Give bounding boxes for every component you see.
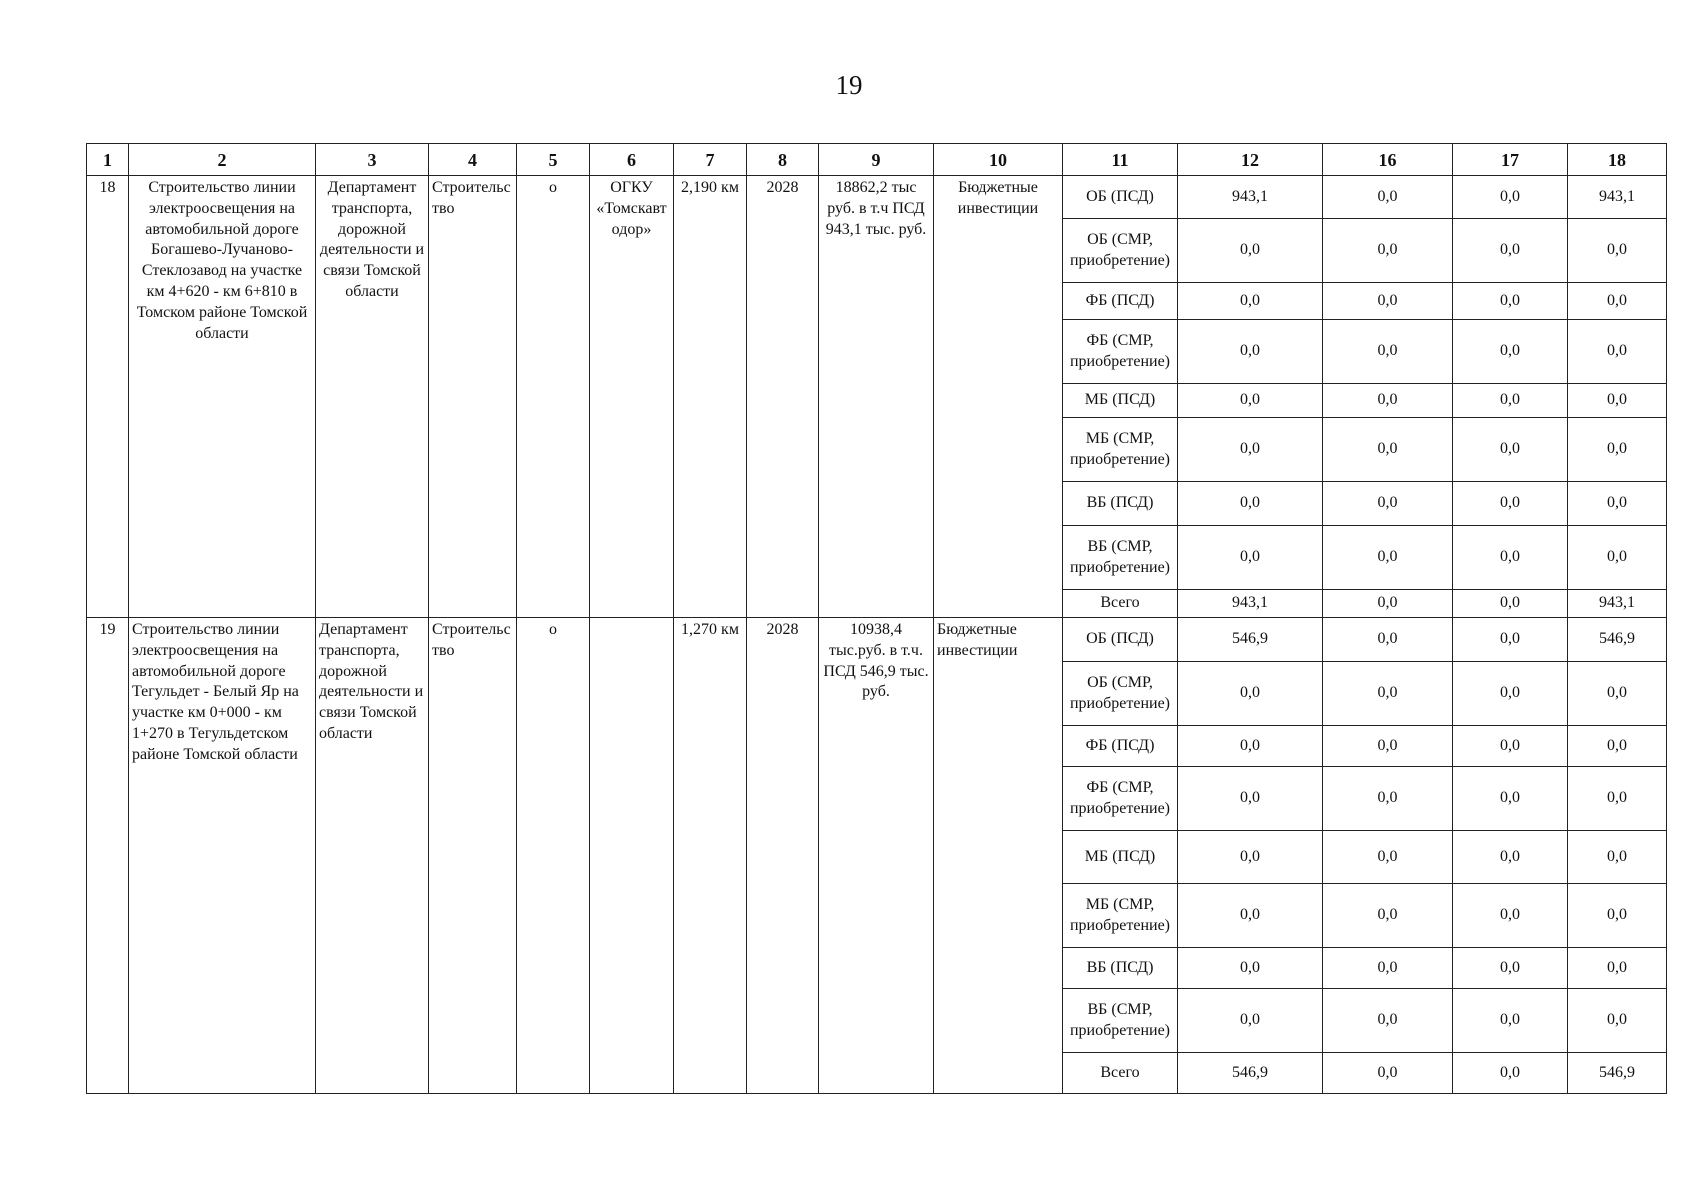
value-18: 546,9 xyxy=(1568,618,1667,662)
value-12: 546,9 xyxy=(1178,618,1323,662)
value-12: 0,0 xyxy=(1178,526,1323,590)
header-cell: 12 xyxy=(1178,144,1323,176)
value-12: 943,1 xyxy=(1178,176,1323,219)
value-17: 0,0 xyxy=(1453,320,1568,384)
row-number: 18 xyxy=(87,176,129,618)
value-12: 0,0 xyxy=(1178,831,1323,884)
value-16: 0,0 xyxy=(1323,618,1453,662)
funding-source: ФБ (СМР, приобретение) xyxy=(1063,320,1178,384)
header-cell: 18 xyxy=(1568,144,1667,176)
funding-source: МБ (ПСД) xyxy=(1063,831,1178,884)
value-16: 0,0 xyxy=(1323,726,1453,767)
value-12: 0,0 xyxy=(1178,884,1323,948)
value-18: 0,0 xyxy=(1568,283,1667,320)
department: Департамент транспорта, дорожной деятельности и связи Томской области xyxy=(316,618,429,1094)
value-18: 0,0 xyxy=(1568,482,1667,526)
cost: 18862,2 тыс руб. в т.ч ПСД 943,1 тыс. руб. xyxy=(819,176,934,618)
header-cell: 7 xyxy=(674,144,747,176)
value-17: 0,0 xyxy=(1453,283,1568,320)
header-cell: 10 xyxy=(934,144,1063,176)
value-17: 0,0 xyxy=(1453,948,1568,989)
value-12: 0,0 xyxy=(1178,482,1323,526)
value-16: 0,0 xyxy=(1323,948,1453,989)
value-18: 0,0 xyxy=(1568,662,1667,726)
value-16: 0,0 xyxy=(1323,320,1453,384)
col5-value: о xyxy=(517,176,590,618)
investment-type: Бюджетные инвестиции xyxy=(934,618,1063,1094)
value-12: 0,0 xyxy=(1178,219,1323,283)
value-17: 0,0 xyxy=(1453,384,1568,418)
value-17: 0,0 xyxy=(1453,219,1568,283)
cost: 10938,4 тыс.руб. в т.ч. ПСД 546,9 тыс. руб. xyxy=(819,618,934,1094)
header-cell: 9 xyxy=(819,144,934,176)
customer xyxy=(590,618,674,1094)
row-number: 19 xyxy=(87,618,129,1094)
value-16: 0,0 xyxy=(1323,482,1453,526)
funding-source: ВБ (СМР, приобретение) xyxy=(1063,989,1178,1053)
length: 2,190 км xyxy=(674,176,747,618)
value-12: 0,0 xyxy=(1178,662,1323,726)
funding-source: ОБ (СМР, приобретение) xyxy=(1063,219,1178,283)
funding-total-label: Всего xyxy=(1063,590,1178,618)
funding-source: ВБ (СМР, приобретение) xyxy=(1063,526,1178,590)
department: Департамент транспорта, дорожной деятельности и связи Томской области xyxy=(316,176,429,618)
investment-type: Бюджетные инвестиции xyxy=(934,176,1063,618)
value-18: 0,0 xyxy=(1568,219,1667,283)
total-17: 0,0 xyxy=(1453,590,1568,618)
header-row xyxy=(87,144,1667,176)
year: 2028 xyxy=(747,618,819,1094)
value-18: 0,0 xyxy=(1568,320,1667,384)
value-17: 0,0 xyxy=(1453,482,1568,526)
page-number: 19 xyxy=(835,70,863,100)
value-17: 0,0 xyxy=(1453,662,1568,726)
value-17: 0,0 xyxy=(1453,989,1568,1053)
value-17: 0,0 xyxy=(1453,831,1568,884)
value-18: 0,0 xyxy=(1568,831,1667,884)
work-type: Строительство xyxy=(429,176,517,618)
object-name: Строительство линии электроосвещения на автомобильной дороге Тегульдет - Белый Яр на участке км 0+000 - км 1+270 в Тегульдетском районе Томской области xyxy=(129,618,316,1094)
value-16: 0,0 xyxy=(1323,176,1453,219)
value-12: 0,0 xyxy=(1178,726,1323,767)
value-16: 0,0 xyxy=(1323,283,1453,320)
value-16: 0,0 xyxy=(1323,884,1453,948)
header-cell: 17 xyxy=(1453,144,1568,176)
value-18: 0,0 xyxy=(1568,948,1667,989)
header-cell: 1 xyxy=(87,144,129,176)
header-cell: 5 xyxy=(517,144,590,176)
value-18: 0,0 xyxy=(1568,989,1667,1053)
funding-source: МБ (СМР, приобретение) xyxy=(1063,884,1178,948)
value-18: 943,1 xyxy=(1568,176,1667,219)
value-18: 0,0 xyxy=(1568,384,1667,418)
value-18: 0,0 xyxy=(1568,767,1667,831)
value-18: 0,0 xyxy=(1568,526,1667,590)
value-12: 0,0 xyxy=(1178,418,1323,482)
value-12: 0,0 xyxy=(1178,384,1323,418)
col5-value: о xyxy=(517,618,590,1094)
value-18: 0,0 xyxy=(1568,418,1667,482)
value-12: 0,0 xyxy=(1178,320,1323,384)
value-16: 0,0 xyxy=(1323,662,1453,726)
value-16: 0,0 xyxy=(1323,384,1453,418)
value-17: 0,0 xyxy=(1453,418,1568,482)
value-18: 0,0 xyxy=(1568,884,1667,948)
funding-source: МБ (СМР, приобретение) xyxy=(1063,418,1178,482)
total-16: 0,0 xyxy=(1323,590,1453,618)
year: 2028 xyxy=(747,176,819,618)
value-17: 0,0 xyxy=(1453,767,1568,831)
funding-source: ВБ (ПСД) xyxy=(1063,482,1178,526)
funding-source: МБ (ПСД) xyxy=(1063,384,1178,418)
header-cell: 2 xyxy=(129,144,316,176)
work-type: Строительство xyxy=(429,618,517,1094)
value-17: 0,0 xyxy=(1453,526,1568,590)
value-17: 0,0 xyxy=(1453,884,1568,948)
header-cell: 8 xyxy=(747,144,819,176)
value-17: 0,0 xyxy=(1453,726,1568,767)
total-18: 943,1 xyxy=(1568,590,1667,618)
value-16: 0,0 xyxy=(1323,831,1453,884)
table-row xyxy=(87,618,1667,662)
funding-source: ОБ (ПСД) xyxy=(1063,618,1178,662)
funding-source: ОБ (СМР, приобретение) xyxy=(1063,662,1178,726)
value-17: 0,0 xyxy=(1453,176,1568,219)
funding-source: ОБ (ПСД) xyxy=(1063,176,1178,219)
object-name: Строительство линии электроосвещения на автомобильной дороге Богашево-Лучаново-Стеклозавод на участке км 4+620 - км 6+810 в Томском районе Томской области xyxy=(129,176,316,618)
value-17: 0,0 xyxy=(1453,618,1568,662)
length: 1,270 км xyxy=(674,618,747,1094)
value-12: 0,0 xyxy=(1178,948,1323,989)
total-16: 0,0 xyxy=(1323,1053,1453,1094)
header-cell: 11 xyxy=(1063,144,1178,176)
customer: ОГКУ «Томскавтодор» xyxy=(590,176,674,618)
total-12: 943,1 xyxy=(1178,590,1323,618)
header-cell: 3 xyxy=(316,144,429,176)
total-17: 0,0 xyxy=(1453,1053,1568,1094)
value-16: 0,0 xyxy=(1323,526,1453,590)
value-16: 0,0 xyxy=(1323,989,1453,1053)
funding-total-label: Всего xyxy=(1063,1053,1178,1094)
value-12: 0,0 xyxy=(1178,767,1323,831)
total-12: 546,9 xyxy=(1178,1053,1323,1094)
header-cell: 6 xyxy=(590,144,674,176)
value-18: 0,0 xyxy=(1568,726,1667,767)
funding-source: ФБ (ПСД) xyxy=(1063,283,1178,320)
value-12: 0,0 xyxy=(1178,283,1323,320)
total-18: 546,9 xyxy=(1568,1053,1667,1094)
funding-source: ВБ (ПСД) xyxy=(1063,948,1178,989)
table-row xyxy=(87,176,1667,219)
value-16: 0,0 xyxy=(1323,219,1453,283)
header-cell: 16 xyxy=(1323,144,1453,176)
value-16: 0,0 xyxy=(1323,418,1453,482)
value-12: 0,0 xyxy=(1178,989,1323,1053)
investment-table xyxy=(86,143,1667,1094)
funding-source: ФБ (ПСД) xyxy=(1063,726,1178,767)
value-16: 0,0 xyxy=(1323,767,1453,831)
funding-source: ФБ (СМР, приобретение) xyxy=(1063,767,1178,831)
header-cell: 4 xyxy=(429,144,517,176)
